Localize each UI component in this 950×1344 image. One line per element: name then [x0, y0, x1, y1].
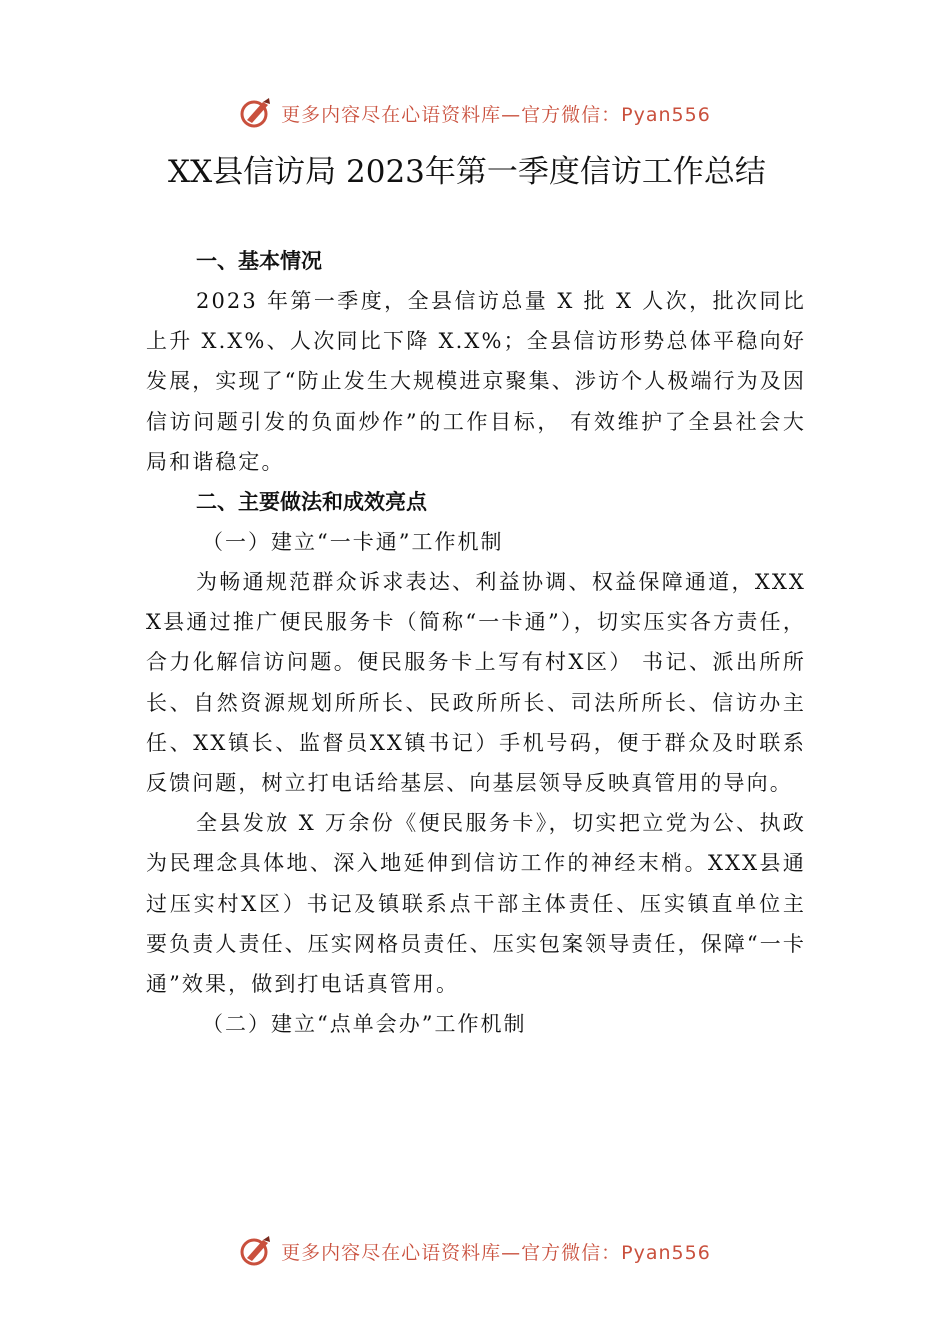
subsection-heading-order-handling: （二）建立“点单会办”工作机制: [202, 1012, 527, 1037]
document-body: [146, 150, 806, 1044]
footer-watermark-text: 更多内容尽在心语资料库—官方微信：Pyan556: [281, 1241, 711, 1264]
header-watermark: [0, 96, 950, 130]
section-heading-measures: 二、主要做法和成效亮点: [196, 490, 427, 515]
pen-logo-icon: [239, 96, 273, 130]
section-paragraph-basic: 2023 年第一季度，全县信访总量 X 批 X 人次，批次同比上升 X.X%、人次同比下降 X.X%；全县信访形势总体平稳向好发展，实现了“防止发生大规模进京聚集、涉访个人极端行为及因信访问题引发的负面炒作”的工作目标， 有效维护了全县社会大局和谐稳定。: [146, 289, 806, 474]
subsection-heading-one-card: （一）建立“一卡通”工作机制: [202, 530, 504, 555]
document-title: XX县信访局 2023年第一季度信访工作总结: [168, 154, 766, 190]
pen-logo-icon: [239, 1234, 273, 1268]
paragraph-one-card-intro: 为畅通规范群众诉求表达、利益协调、权益保障通道，XXXX县通过推广便民服务卡（简称“一卡通”），切实压实各方责任，合力化解信访问题。便民服务卡上写有村X区） 书记、派出所所长、自然资源规划所所长、民政所所长、司法所所长、信访办主任、XX镇长、监督员XX镇书记）手机号码，便于群众及时联系反馈问题，树立打电话给基层、向基层领导反映真管用的导向。: [146, 570, 806, 796]
section-heading-basic: 一、基本情况: [196, 249, 322, 273]
footer-watermark: [0, 1234, 950, 1268]
paragraph-one-card-distribution: 全县发放 X 万余份《便民服务卡》，切实把立党为公、执政为民理念具体地、深入地延伸到信访工作的神经末梢。XXX县通过压实村X区）书记及镇联系点干部主体责任、压实镇直单位主要负责人责任、压实网格员责任、压实包案领导责任，保障“一卡通”效果，做到打电话真管用。: [146, 811, 806, 997]
header-watermark-text: 更多内容尽在心语资料库—官方微信：Pyan556: [281, 103, 711, 126]
